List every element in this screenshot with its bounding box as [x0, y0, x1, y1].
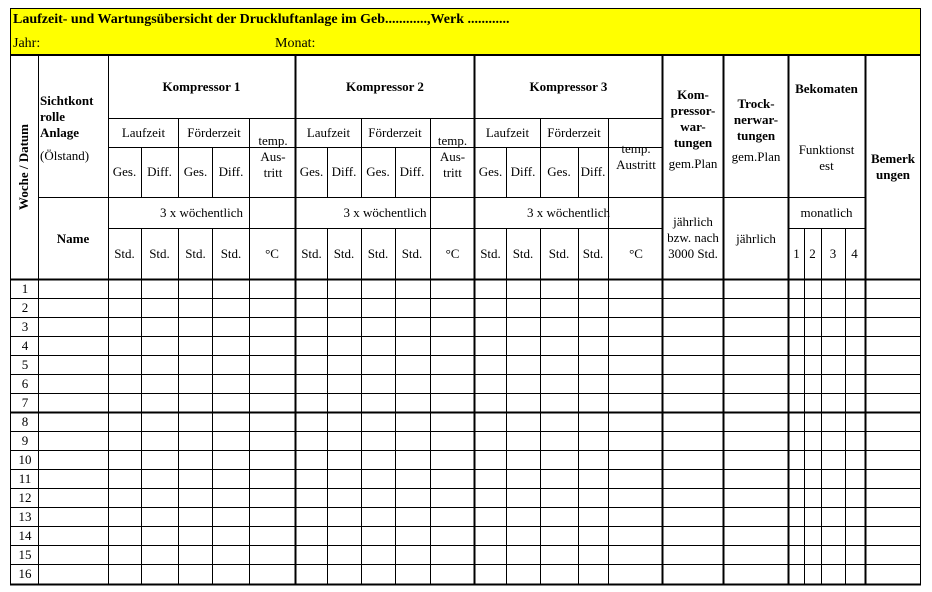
compressor-1-runtime-diff: Diff.	[147, 163, 172, 179]
compressor-3-runtime-total: Ges.	[478, 163, 503, 179]
compressor-3-runtime-diff: Diff.	[510, 163, 536, 179]
row-number: 4	[21, 337, 29, 353]
compressor-3-unit: Std.	[512, 245, 534, 261]
compressor-3-unit: Std.	[582, 245, 604, 261]
form-title: Laufzeit- und Wartungsübersicht der Druckluftanlage im Geb............,Werk ............	[13, 11, 510, 27]
row-number: 7	[21, 394, 29, 410]
row-number: 2	[21, 299, 29, 315]
row-number: 12	[18, 489, 32, 505]
compressor-3-unit-temp: °C	[629, 245, 643, 261]
compressor-2-unit: Std.	[333, 245, 355, 261]
compressor-maintenance-frequency: jährlich bzw. nach 3000 Std.	[667, 213, 719, 262]
compressor-2-temp: temp. Aus- tritt	[437, 132, 468, 181]
compressor-1-temp: temp. Aus- tritt	[258, 132, 288, 181]
compressor-3-frequency: 3 x wöchentlich	[526, 204, 611, 220]
row-number: 3	[21, 318, 29, 334]
compressor-1-unit-temp: °C	[265, 245, 279, 261]
compressor-2-runtime: Laufzeit	[306, 124, 351, 140]
compressor-1-unit: Std.	[114, 245, 135, 261]
bekomat-frequency: monatlich	[800, 204, 853, 220]
function-test-header: Funktionst est	[798, 141, 855, 173]
compressor-1-delivery: Förderzeit	[187, 124, 241, 140]
oil-level-header: (Ölstand)	[40, 147, 90, 163]
dryer-maintenance-header: Trock- nerwar- tungen	[733, 95, 779, 144]
week-date-header: Woche / Datum	[16, 124, 32, 210]
compressor-2-runtime-total: Ges.	[299, 163, 324, 179]
dryer-maintenance-frequency: jährlich	[736, 230, 776, 246]
compressor-3-unit: Std.	[480, 245, 501, 261]
compressor-2-frequency: 3 x wöchentlich	[343, 204, 427, 220]
compressor-3-title: Kompressor 3	[529, 78, 608, 94]
compressor-1-delivery-diff: Diff.	[218, 163, 244, 179]
row-number: 1	[21, 280, 29, 296]
compressor-1-unit: Std.	[220, 245, 242, 261]
month-label: Monat:	[275, 35, 316, 51]
compressor-1-title: Kompressor 1	[162, 78, 241, 94]
bekomat-week: 1	[793, 245, 800, 261]
dryer-maintenance-plan: gem.Plan	[731, 148, 781, 164]
compressor-3-runtime: Laufzeit	[485, 124, 530, 140]
compressor-3-delivery: Förderzeit	[547, 124, 601, 140]
row-number: 9	[21, 432, 29, 448]
bekomat-week: 3	[829, 245, 837, 261]
compressor-2-unit-temp: °C	[445, 245, 460, 261]
bekomat-week: 4	[851, 245, 858, 261]
compressor-1-unit: Std.	[149, 245, 170, 261]
row-number: 15	[18, 546, 32, 562]
compressor-1-delivery-total: Ges.	[183, 163, 208, 179]
compressor-maintenance-plan: gem.Plan	[668, 155, 718, 171]
compressor-maintenance-header: Kom- pressor- war- tungen	[670, 86, 716, 151]
row-number: 14	[18, 527, 32, 543]
bekomat-week: 2	[809, 245, 816, 261]
compressor-2-unit: Std.	[401, 245, 423, 261]
compressor-3-unit: Std.	[548, 245, 570, 261]
row-number: 10	[18, 451, 32, 467]
row-number: 11	[18, 470, 32, 486]
compressor-1-runtime: Laufzeit	[121, 124, 166, 140]
compressor-1-frequency: 3 x wöchentlich	[159, 204, 244, 220]
compressor-3-delivery-diff: Diff.	[580, 163, 606, 179]
compressor-1-runtime-total: Ges.	[112, 163, 137, 179]
compressor-2-title: Kompressor 2	[346, 78, 424, 94]
compressor-2-runtime-diff: Diff.	[331, 163, 357, 179]
remarks-header: Bemerk ungen	[870, 150, 916, 182]
visual-check-header: Sichtkont rolle Anlage	[40, 92, 94, 141]
compressor-2-delivery: Förderzeit	[368, 124, 422, 140]
bekomat-header: Bekomaten	[795, 80, 858, 96]
compressor-2-delivery-diff: Diff.	[399, 163, 425, 179]
year-label: Jahr:	[13, 35, 41, 51]
row-number: 16	[18, 566, 32, 582]
compressor-2-unit: Std.	[367, 245, 389, 261]
name-header: Name	[56, 230, 90, 246]
row-number: 13	[18, 508, 32, 524]
row-number: 8	[21, 413, 29, 429]
compressor-2-unit: Std.	[301, 245, 322, 261]
row-number: 5	[21, 356, 29, 372]
compressor-2-delivery-total: Ges.	[366, 163, 390, 179]
compressor-3-temp: temp. Austritt	[616, 140, 656, 172]
compressor-3-delivery-total: Ges.	[547, 163, 571, 179]
row-number: 6	[21, 375, 29, 391]
compressor-1-unit: Std.	[185, 245, 206, 261]
